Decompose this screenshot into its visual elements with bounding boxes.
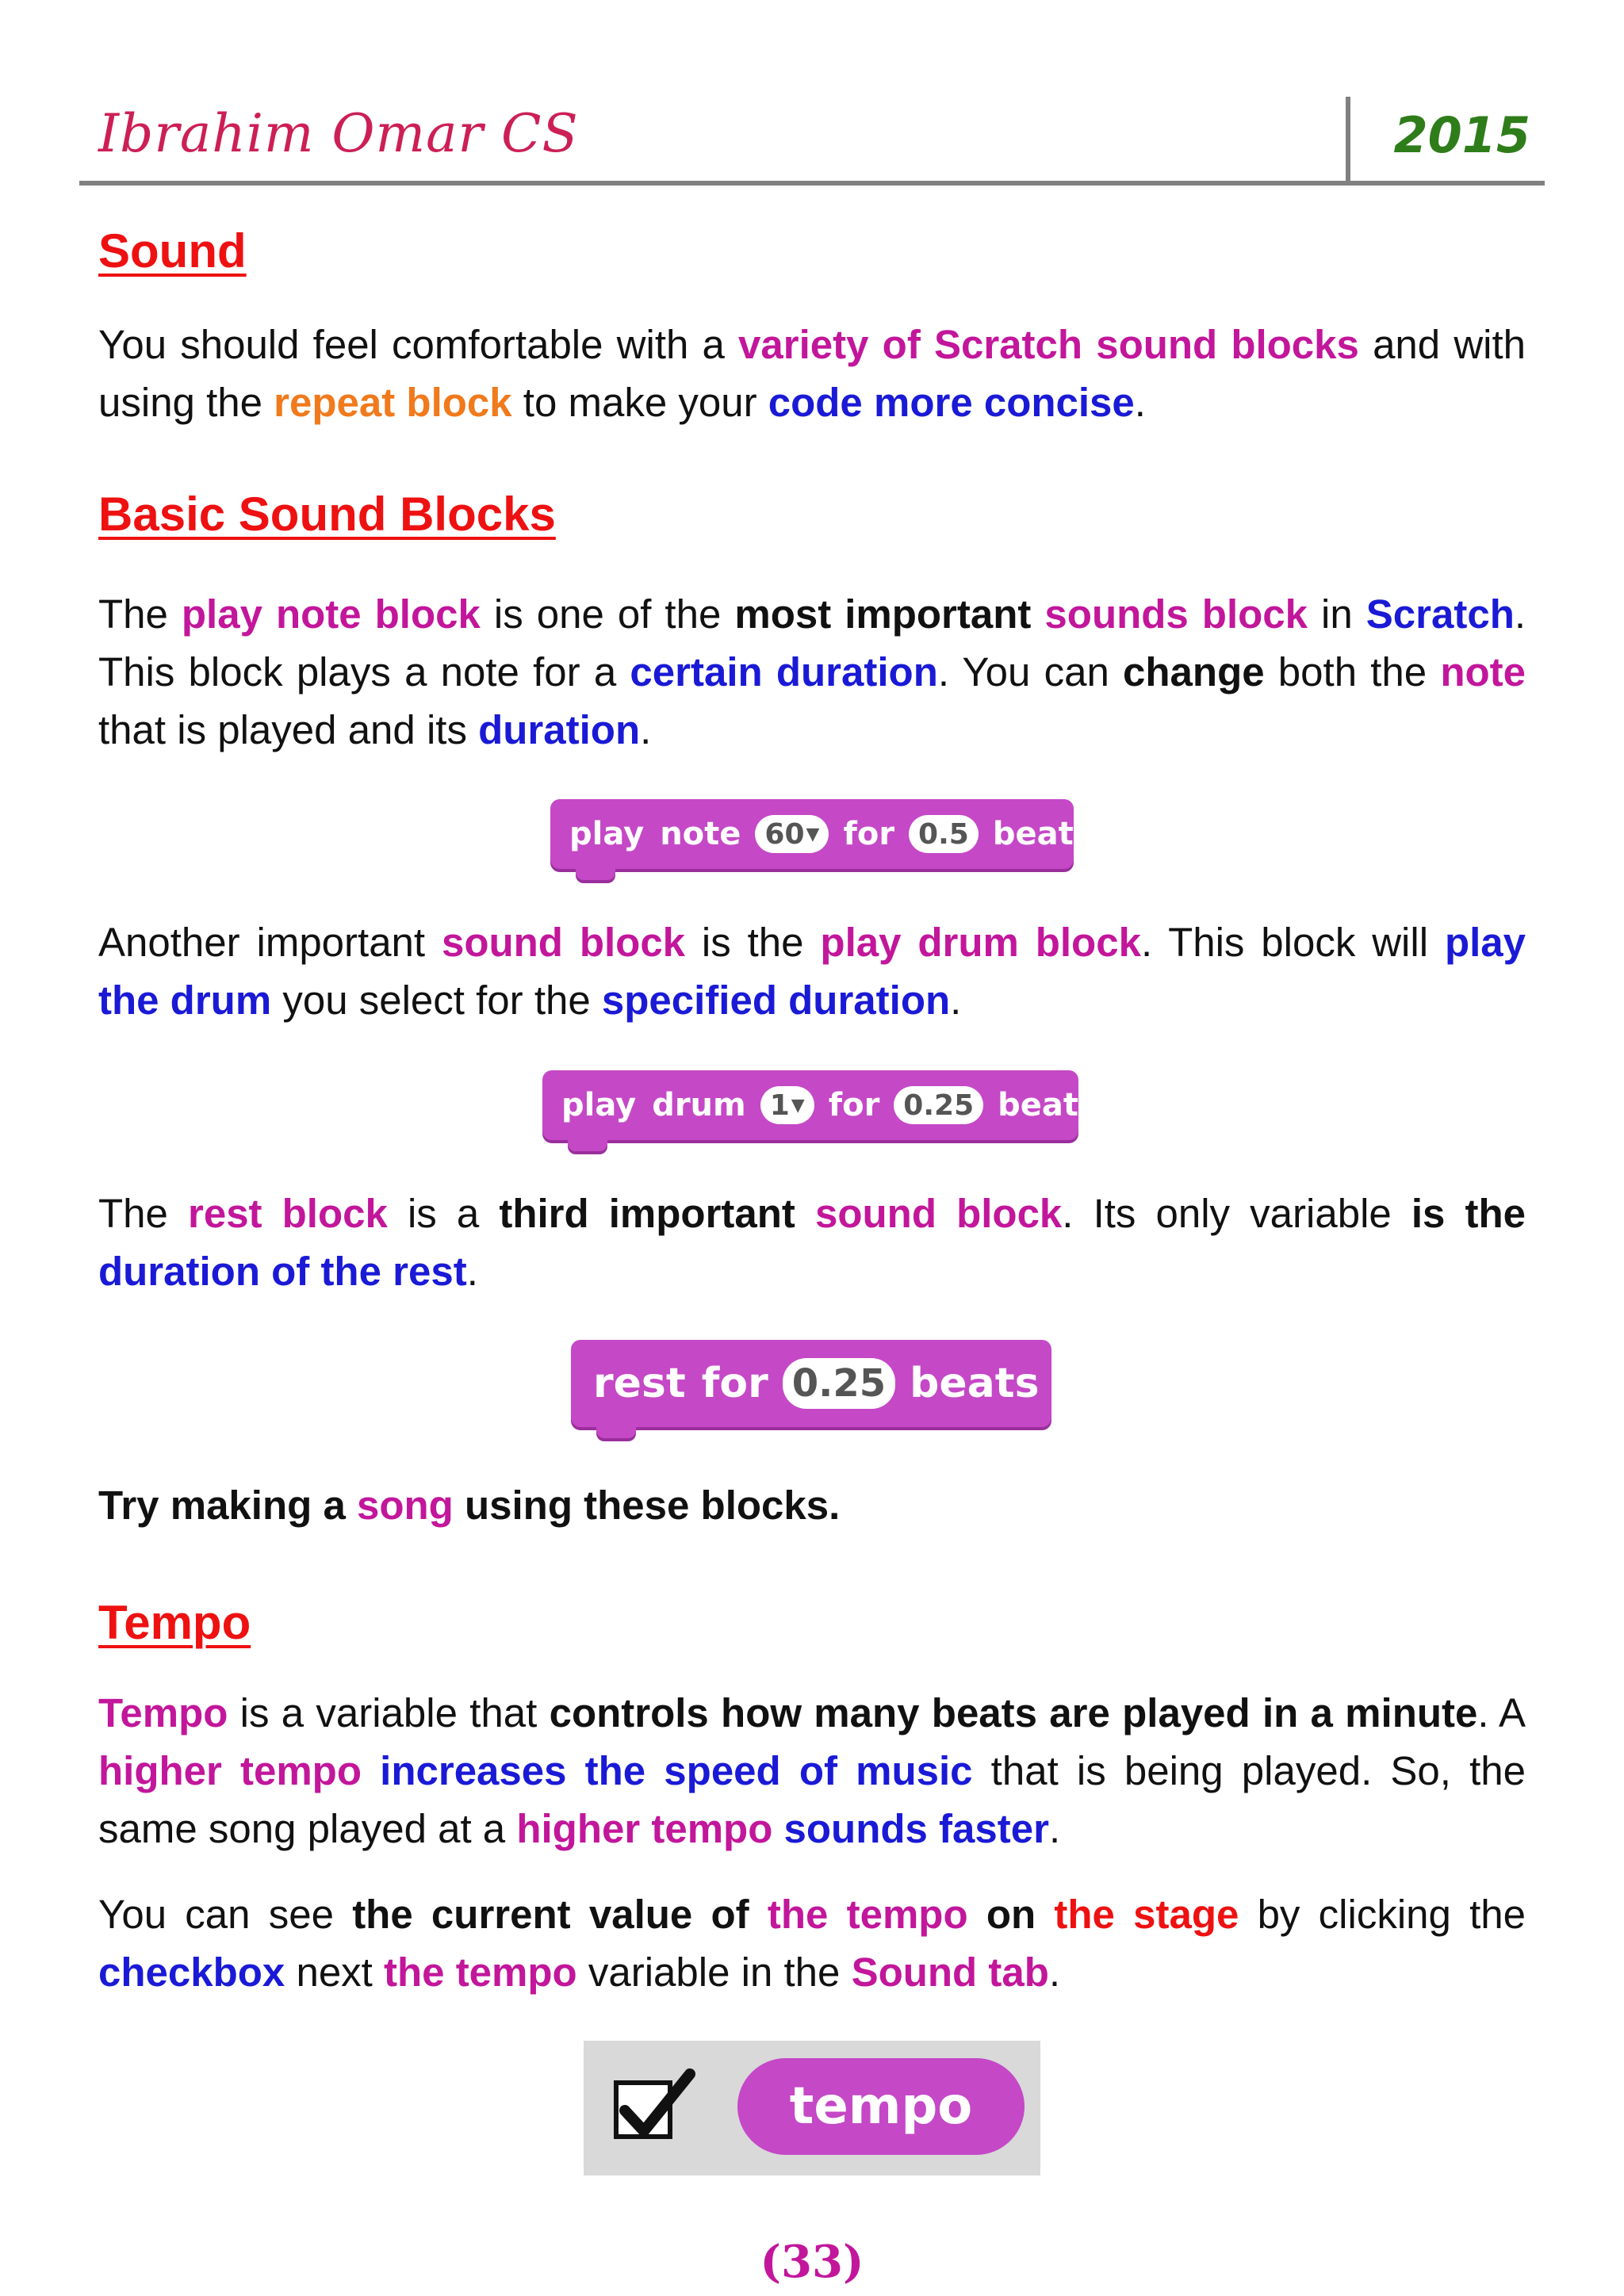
block-word: for — [701, 1360, 768, 1407]
text: is a variable that — [228, 1690, 550, 1735]
text: . — [640, 707, 652, 752]
note-dropdown — [755, 815, 829, 853]
play-note-block — [550, 799, 1093, 869]
block-word: drum — [652, 1087, 746, 1123]
highlight: specified duration — [601, 978, 951, 1023]
text: Another important — [98, 920, 442, 965]
highlight: checkbox — [98, 1950, 285, 1995]
text: and with using the — [98, 322, 1526, 425]
beats-input: 0.5 — [909, 815, 979, 853]
highlight: code more concise — [768, 380, 1135, 425]
block-word: for — [843, 816, 895, 852]
highlight: play note block — [181, 591, 481, 637]
tempo-paragraph — [98, 1684, 1526, 1858]
highlight: Scratch — [1365, 591, 1515, 637]
section-title-tempo: Tempo — [98, 1596, 251, 1649]
text — [795, 1191, 815, 1236]
text: is the — [685, 920, 821, 965]
sound-paragraph — [98, 316, 1526, 431]
dropdown-arrow-icon: ▼ — [791, 1095, 805, 1115]
highlight: song — [356, 1483, 454, 1528]
play-note-paragraph — [98, 585, 1526, 759]
highlight: repeat block — [274, 380, 512, 425]
highlight: Tempo — [98, 1690, 228, 1735]
highlight: rest block — [187, 1191, 388, 1236]
section-title-sound: Sound — [98, 224, 247, 277]
text: is one of the — [480, 591, 735, 637]
drum-value: 1 — [769, 1089, 790, 1122]
text: next — [285, 1950, 385, 1995]
text: in — [1308, 591, 1366, 637]
text: to make your — [511, 380, 768, 425]
text: . — [1048, 1806, 1061, 1851]
text: . Its only variable — [1062, 1191, 1411, 1236]
highlight: the tempo — [767, 1892, 968, 1937]
note-value: 60 — [764, 817, 805, 851]
beats-input: 0.25 — [894, 1086, 983, 1124]
text: . This block plays a note for a — [98, 591, 1526, 695]
rest-block — [571, 1340, 1051, 1427]
text — [1036, 1892, 1054, 1937]
highlight: higher tempo — [516, 1806, 773, 1851]
drum-dropdown — [760, 1086, 814, 1124]
text — [749, 1892, 768, 1937]
highlight: variety of Scratch sound blocks — [738, 322, 1359, 367]
highlight: sound block — [441, 920, 686, 965]
highlight: play drum block — [820, 920, 1141, 965]
text: variable in the — [576, 1950, 852, 1995]
bold-text: using these blocks. — [453, 1483, 841, 1528]
text: . — [950, 978, 962, 1023]
text: . You can — [937, 649, 1124, 695]
checkbox-checked-icon — [614, 2080, 672, 2139]
block-word: for — [828, 1087, 880, 1123]
text: that is being played. So, the same song played at a — [98, 1748, 1526, 1851]
highlight: duration — [478, 707, 641, 752]
tempo-reporter: tempo — [737, 2058, 1025, 2155]
text: You should feel comfortable with a — [98, 322, 739, 367]
header-author: Ibrahim Omar CS — [98, 103, 579, 164]
bold-text: Try making a — [98, 1483, 357, 1528]
text: you select for the — [271, 978, 602, 1023]
rest-paragraph — [98, 1184, 1526, 1300]
header-rule — [79, 181, 1545, 186]
bold-text: is the — [1411, 1191, 1526, 1236]
block-word: note — [660, 816, 741, 852]
play-drum-paragraph — [98, 913, 1526, 1029]
bold-text: third important — [499, 1191, 795, 1236]
text: is a — [387, 1191, 500, 1236]
page-number: (33) — [760, 2236, 864, 2288]
highlight: increases the speed of music — [380, 1748, 973, 1793]
text: . This block will — [1140, 920, 1445, 965]
block-word: play — [569, 816, 645, 852]
text: both the — [1264, 649, 1441, 695]
bold-text: controls how many beats are played in a minute — [549, 1690, 1478, 1735]
highlight: note — [1440, 649, 1526, 695]
highlight: sounds faster — [783, 1806, 1049, 1851]
text: The — [98, 1191, 188, 1236]
header-year: 2015 — [1393, 106, 1530, 164]
highlight: higher tempo — [98, 1748, 362, 1793]
highlight: certain duration — [630, 649, 938, 695]
dropdown-arrow-icon: ▼ — [806, 824, 820, 844]
tempo-variable-image — [584, 2041, 1040, 2175]
text: . — [466, 1249, 478, 1294]
text: The — [98, 591, 182, 637]
text: that is played and its — [98, 707, 479, 752]
text — [968, 1892, 986, 1937]
text: . — [1048, 1950, 1061, 1995]
text: You can see — [98, 1892, 353, 1937]
section-title-basic-sound-blocks: Basic Sound Blocks — [98, 488, 556, 541]
highlight: sounds block — [1044, 591, 1308, 637]
text: by clicking the — [1239, 1892, 1526, 1937]
block-word: beats — [910, 1360, 1040, 1407]
text: . A — [1477, 1690, 1526, 1735]
block-word: play — [561, 1087, 637, 1123]
tempo-checkbox-paragraph — [98, 1885, 1526, 2001]
song-prompt — [98, 1476, 1526, 1534]
bold-text: the current value of — [352, 1892, 749, 1937]
highlight: sound block — [815, 1191, 1063, 1236]
bold-text: change — [1123, 649, 1265, 695]
highlight: play the drum — [98, 920, 1526, 1023]
block-word: beats — [998, 1087, 1097, 1123]
text — [1031, 591, 1044, 637]
bold-text: most important — [734, 591, 1032, 637]
text — [772, 1806, 783, 1851]
highlight: duration of the rest — [98, 1249, 467, 1294]
highlight: the stage — [1054, 1892, 1239, 1937]
highlight: Sound tab — [851, 1950, 1049, 1995]
highlight: the tempo — [384, 1950, 577, 1995]
bold-text: on — [986, 1892, 1036, 1937]
block-word: rest — [593, 1360, 686, 1407]
play-drum-block — [542, 1070, 1097, 1140]
beats-input: 0.25 — [783, 1358, 895, 1409]
block-word: beats — [992, 816, 1093, 852]
header-divider — [1346, 97, 1350, 184]
text: . — [1134, 380, 1146, 425]
checkmark-icon — [614, 2058, 701, 2145]
text — [362, 1748, 380, 1793]
